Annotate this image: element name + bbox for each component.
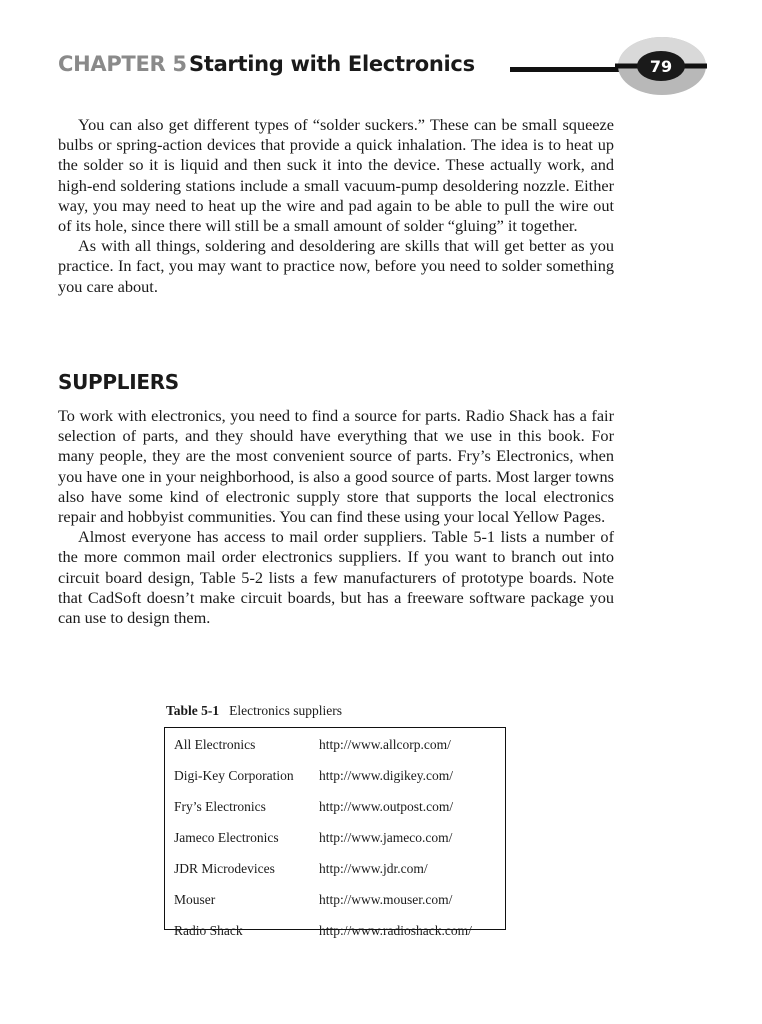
page-number-badge <box>615 36 707 96</box>
supplier-name: Radio Shack <box>174 923 243 938</box>
supplier-url: http://www.digikey.com/ <box>319 768 453 783</box>
supplier-name: Mouser <box>174 892 216 907</box>
table-row <box>174 920 472 951</box>
supplier-name: Fry’s Electronics <box>174 799 266 814</box>
page-header <box>58 50 718 90</box>
supplier-name: Jameco Electronics <box>174 830 279 845</box>
supplier-name: All Electronics <box>174 737 256 752</box>
supplier-url: http://www.mouser.com/ <box>319 892 453 907</box>
paragraph: As with all things, soldering and desoldering are skills that will get better as you practice. In fact, you may want to practice now, before you need to solder something you care about. <box>58 236 614 296</box>
supplier-url: http://www.radioshack.com/ <box>319 923 472 938</box>
paragraph: To work with electronics, you need to find a source for parts. Radio Shack has a fair selection of parts, and they should have everything that we use in this book. For many people, they are the most convenient source of parts. Fry’s Electronics, when you have one in your neighborhood, is also a good source of parts. Most larger towns also have some kind of electronic supply store that supports the local electronics repair and hobbyist communities. You can find these using your local Yellow Pages. <box>58 406 614 527</box>
supplier-url: http://www.jdr.com/ <box>319 861 428 876</box>
suppliers-table <box>164 727 506 938</box>
table-caption <box>166 703 342 719</box>
table-row <box>174 765 472 796</box>
supplier-url: http://www.jameco.com/ <box>319 830 453 845</box>
supplier-name: JDR Microdevices <box>174 861 275 876</box>
chapter-label: CHAPTER 5 <box>58 52 187 76</box>
paragraph: Almost everyone has access to mail order suppliers. Table 5-1 lists a number of the more common mail order electronics suppliers. If you want to branch out into circuit board design, Table 5-2 lists a few manufacturers of prototype boards. Note that CadSoft doesn’t make circuit boards, but has a freeware software package you can use to design them. <box>58 527 614 628</box>
supplier-url: http://www.allcorp.com/ <box>319 737 451 752</box>
table-label: Table 5-1 <box>166 703 220 718</box>
table-row <box>174 796 472 827</box>
chapter-title: Starting with Electronics <box>189 52 475 76</box>
paragraph: You can also get different types of “solder suckers.” These can be small squeeze bulbs or spring-action devices that provide a quick inhalation. The idea is to heat up the solder so it is liquid and then suck it into the device. These actually work, and high-end soldering stations include a small vacuum-pump desoldering nozzle. Either way, you may need to heat up the wire and pad again to be able to pull the wire out of its hole, since there will still be a small amount of solder “gluing” it together. <box>58 115 614 236</box>
section-text <box>58 406 614 628</box>
intro-text <box>58 115 614 297</box>
supplier-url: http://www.outpost.com/ <box>319 799 454 814</box>
page-number: 79 <box>649 57 673 76</box>
section-heading: SUPPLIERS <box>58 370 179 394</box>
table-caption-text: Electronics suppliers <box>229 703 342 718</box>
table-row <box>174 827 472 858</box>
table-row <box>174 858 472 889</box>
table-row <box>174 889 472 920</box>
table-row <box>174 734 472 765</box>
supplier-name: Digi-Key Corporation <box>174 768 294 783</box>
